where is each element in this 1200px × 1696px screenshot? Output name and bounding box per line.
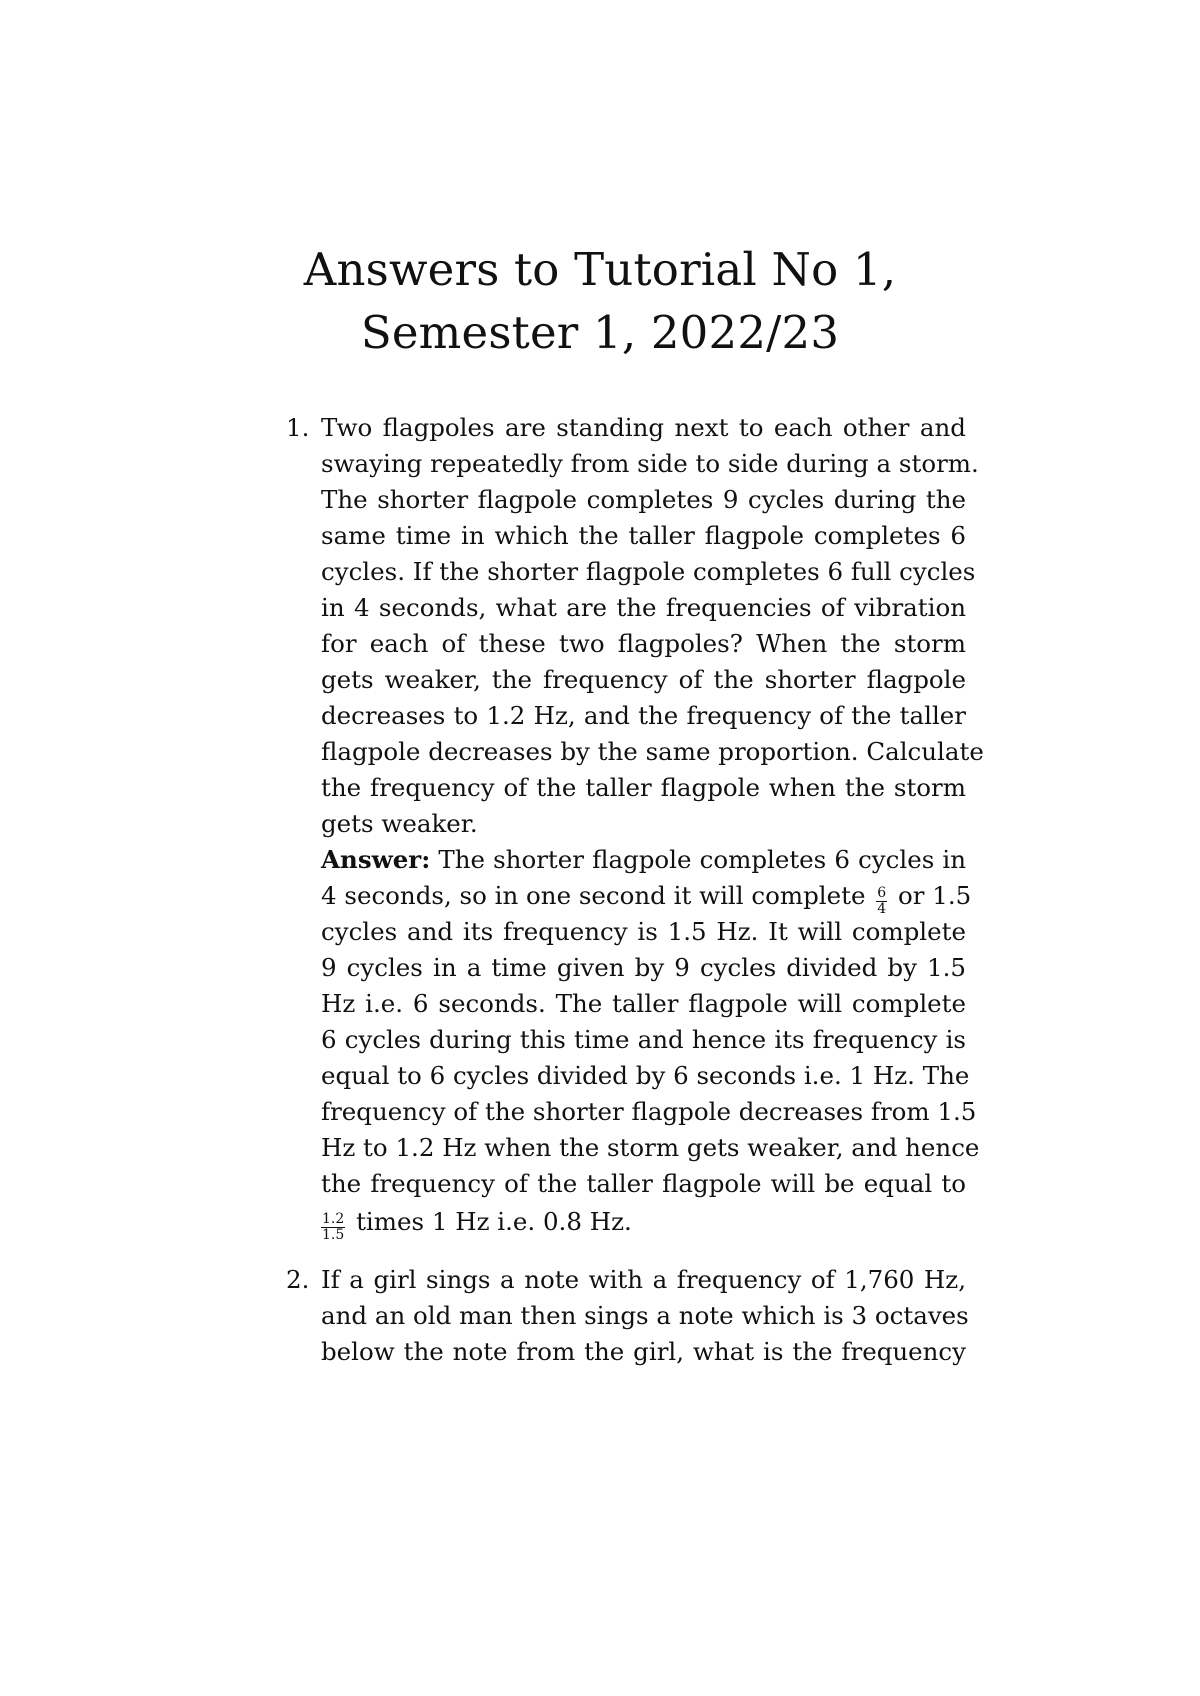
answer-1-text: times 1 Hz i.e. 0.8 Hz.: [356, 1207, 632, 1236]
question-1-line: for each of these two flagpoles? When the storm: [321, 629, 966, 658]
title-line-2: Semester 1, 2022/23: [360, 306, 840, 359]
question-1-line: same time in which the taller flagpole completes 6: [321, 521, 966, 550]
answer-label: Answer:: [321, 845, 431, 874]
question-1-number: 1.: [286, 413, 310, 442]
question-1-line: in 4 seconds, what are the frequencies of vibration: [321, 593, 966, 622]
question-1-line: flagpole decreases by the same proportion. Calculate: [321, 737, 984, 766]
fraction-denominator: 1.5: [322, 1227, 345, 1243]
answer-1-line: [321, 1204, 966, 1243]
question-1-line: the frequency of the taller flagpole when the storm: [321, 773, 966, 802]
answer-1-line: frequency of the shorter flagpole decreases from 1.5: [321, 1097, 977, 1126]
question-1-line: swaying repeatedly from side to side during a storm.: [321, 449, 979, 478]
title-line-1: Answers to Tutorial No 1,: [303, 243, 897, 296]
fraction-six-quarters: [876, 886, 887, 917]
fraction-numerator: 6: [877, 885, 887, 901]
answer-1-text: or 1.5: [897, 881, 972, 910]
answer-1-line: cycles and its frequency is 1.5 Hz. It will complete: [321, 917, 966, 946]
answer-1-text: 4 seconds, so in one second it will complete: [321, 881, 866, 910]
question-2-line: If a girl sings a note with a frequency of 1,760 Hz,: [321, 1265, 966, 1294]
answer-1-line: equal to 6 cycles divided by 6 seconds i.e. 1 Hz. The: [321, 1061, 970, 1090]
fraction-denominator: 4: [877, 901, 887, 917]
question-2-line: below the note from the girl, what is the frequency: [321, 1337, 966, 1366]
question-2-line: and an old man then sings a note which is 3 octaves: [321, 1301, 969, 1330]
question-1-line: Two flagpoles are standing next to each other and: [321, 413, 966, 442]
answer-1-line: 6 cycles during this time and hence its frequency is: [321, 1025, 966, 1054]
fraction-ratio: [321, 1212, 345, 1243]
answer-1-text: The shorter flagpole completes 6 cycles in: [438, 845, 966, 874]
answer-1-line: 9 cycles in a time given by 9 cycles divided by 1.5: [321, 953, 966, 982]
page-title: [260, 238, 940, 364]
answer-1-line: [321, 842, 966, 878]
question-1-line: cycles. If the shorter flagpole completes 6 full cycles: [321, 557, 976, 586]
fraction-numerator: 1.2: [322, 1211, 345, 1227]
answer-1-line: Hz to 1.2 Hz when the storm gets weaker, and hence: [321, 1133, 980, 1162]
question-1-line: decreases to 1.2 Hz, and the frequency of the taller: [321, 701, 966, 730]
answer-1-line: the frequency of the taller flagpole will be equal to: [321, 1169, 966, 1198]
question-2-number: 2.: [286, 1265, 310, 1294]
answer-1-line: Hz i.e. 6 seconds. The taller flagpole will complete: [321, 989, 966, 1018]
question-1-line: gets weaker.: [321, 809, 478, 838]
question-1-line: The shorter flagpole completes 9 cycles during the: [321, 485, 966, 514]
answer-1-line: [321, 878, 972, 917]
question-1-line: gets weaker, the frequency of the shorter flagpole: [321, 665, 966, 694]
